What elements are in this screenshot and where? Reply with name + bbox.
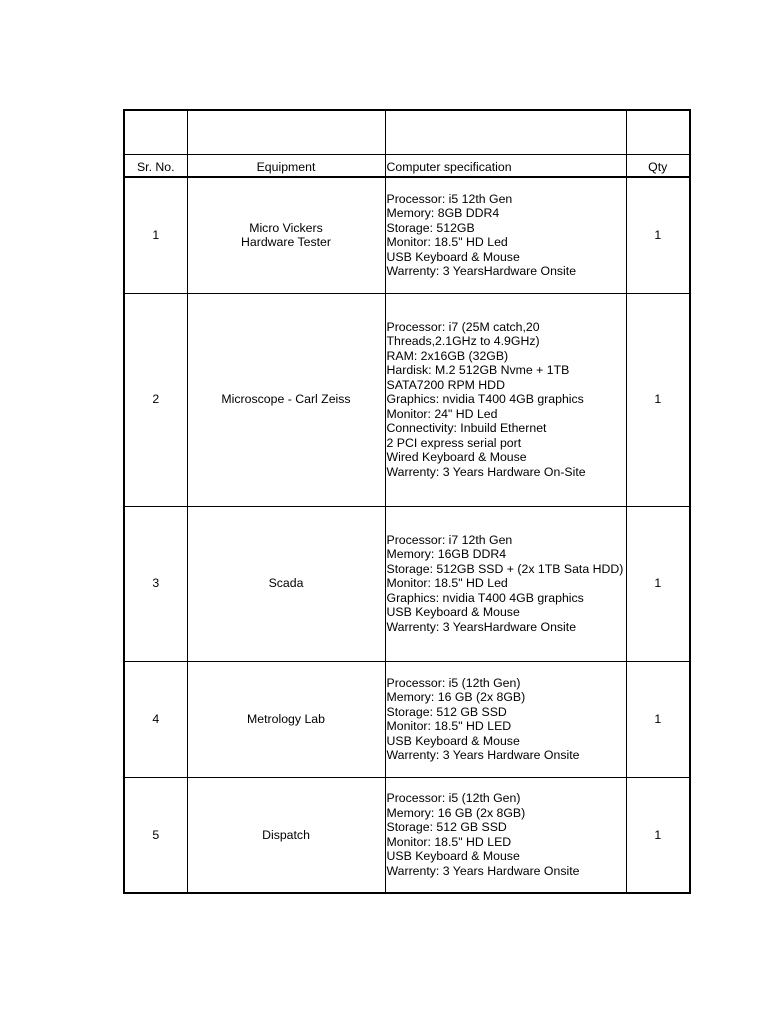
- spec-line: RAM: 2x16GB (32GB): [386, 348, 509, 363]
- header-qty: Qty: [626, 155, 690, 178]
- specification-cell: [385, 293, 626, 506]
- spec-line: Wired Keyboard & Mouse: [386, 450, 527, 465]
- spec-line: Memory: 16 GB (2x 8GB): [386, 805, 526, 820]
- spec-line: Monitor: 24" HD Led: [386, 406, 498, 421]
- sr-no-cell: 1: [124, 177, 187, 293]
- spec-line: Memory: 8GB DDR4: [386, 206, 500, 221]
- spec-line: Connectivity: Inbuild Ethernet: [386, 421, 547, 436]
- spec-line: Monitor: 18.5" HD Led: [386, 576, 508, 591]
- qty-cell: 1: [626, 777, 690, 893]
- spec-line: USB Keyboard & Mouse: [386, 849, 520, 864]
- equipment-cell: [187, 661, 385, 777]
- spec-line: 2 PCI express serial port: [386, 435, 522, 450]
- header-sr-no: Sr. No.: [124, 155, 187, 178]
- sr-no-cell: 2: [124, 293, 187, 506]
- spec-line: Storage: 512 GB SSD: [386, 820, 507, 835]
- sr-no-cell: 4: [124, 661, 187, 777]
- qty-cell: 1: [626, 177, 690, 293]
- spec-line: Warrenty: 3 YearsHardware Onsite: [386, 619, 577, 634]
- qty-cell: 1: [626, 506, 690, 661]
- header-computer-specification: Computer specification: [385, 155, 626, 178]
- equipment-spec-table: [123, 109, 691, 894]
- spec-line: Hardisk: M.2 512GB Nvme + 1TB: [386, 363, 570, 378]
- blank-cell: [385, 110, 626, 155]
- spec-line: USB Keyboard & Mouse: [386, 249, 520, 264]
- table-row: [124, 177, 690, 293]
- spec-line: Threads,2.1GHz to 4.9GHz): [386, 334, 540, 349]
- spec-line: Warrenty: 3 Years Hardware Onsite: [386, 748, 580, 762]
- spec-line: Processor: i5 12th Gen: [386, 191, 513, 206]
- sr-no-cell: 5: [124, 777, 187, 893]
- specification-cell: [385, 661, 626, 777]
- specification-cell: [385, 777, 626, 893]
- blank-cell: [626, 110, 690, 155]
- spec-line: Warrenty: 3 Years Hardware Onsite: [386, 863, 580, 878]
- table-row: [124, 293, 690, 506]
- table-row: [124, 661, 690, 777]
- blank-cell: [187, 110, 385, 155]
- spec-line: USB Keyboard & Mouse: [386, 605, 520, 620]
- equipment-cell: [187, 777, 385, 893]
- spec-line: USB Keyboard & Mouse: [386, 733, 520, 748]
- spec-line: Processor: i5 (12th Gen): [386, 791, 521, 806]
- spec-line: Monitor: 18.5" HD Led: [386, 235, 508, 250]
- qty-cell: 1: [626, 293, 690, 506]
- equipment-line: Microscope - Carl Zeiss: [221, 392, 351, 407]
- header-equipment: Equipment: [187, 155, 385, 178]
- spec-line: Processor: i5 (12th Gen): [386, 675, 521, 690]
- spec-line: Storage: 512 GB SSD: [386, 704, 507, 719]
- equipment-cell: [187, 293, 385, 506]
- spec-line: Warrenty: 3 Years Hardware On-Site: [386, 464, 586, 479]
- sr-no-cell: 3: [124, 506, 187, 661]
- blank-title-row: [124, 110, 690, 155]
- table-header-row: [124, 155, 690, 178]
- equipment-line: Micro Vickers: [249, 220, 323, 235]
- table-row: [124, 506, 690, 661]
- equipment-line: Dispatch: [262, 827, 310, 842]
- spec-line: Processor: i7 (25M catch,20: [386, 319, 540, 334]
- spec-line: Graphics: nvidia T400 4GB graphics: [386, 392, 584, 407]
- spec-line: Monitor: 18.5" HD LED: [386, 834, 512, 849]
- table-row: [124, 777, 690, 893]
- spec-line: Graphics: nvidia T400 4GB graphics: [386, 590, 584, 605]
- equipment-cell: [187, 506, 385, 661]
- equipment-line: Hardware Tester: [241, 235, 331, 250]
- spec-line: Memory: 16GB DDR4: [386, 547, 507, 562]
- equipment-cell: [187, 177, 385, 293]
- spec-line: Monitor: 18.5" HD LED: [386, 719, 512, 733]
- blank-cell: [124, 110, 187, 155]
- specification-cell: [385, 177, 626, 293]
- spec-line: Warrenty: 3 YearsHardware Onsite: [386, 264, 577, 279]
- spec-line: Processor: i7 12th Gen: [386, 532, 513, 547]
- qty-cell: 1: [626, 661, 690, 777]
- spec-line: Storage: 512GB: [386, 220, 475, 235]
- spec-line: Storage: 512GB SSD + (2x 1TB Sata HDD): [386, 561, 624, 576]
- spec-line: SATA7200 RPM HDD: [386, 377, 505, 392]
- equipment-line: Metrology Lab: [247, 711, 325, 726]
- specification-cell: [385, 506, 626, 661]
- spec-line: Memory: 16 GB (2x 8GB): [386, 690, 526, 704]
- equipment-line: Scada: [268, 576, 304, 591]
